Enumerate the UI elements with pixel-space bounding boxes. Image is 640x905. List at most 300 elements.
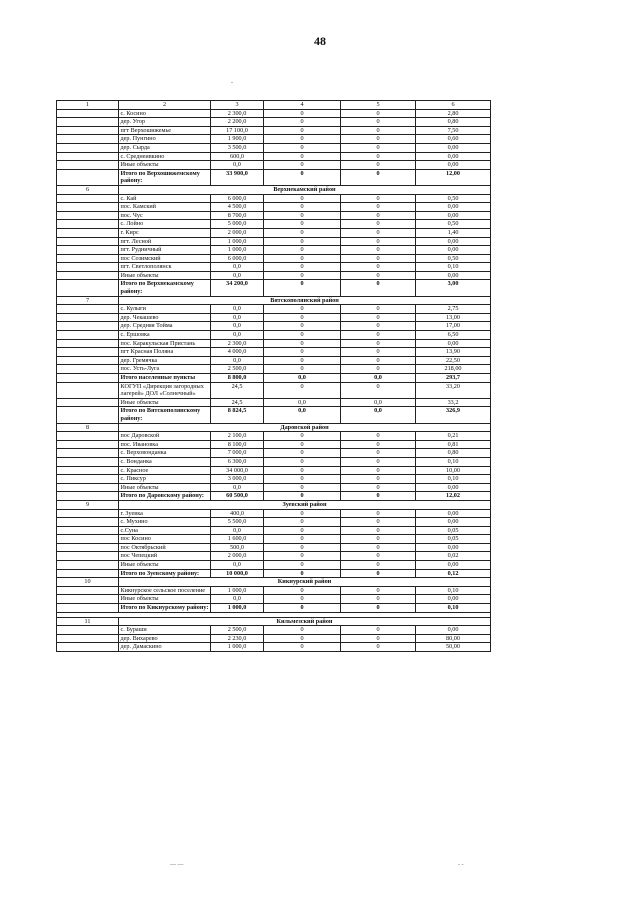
- district-header-row: [57, 423, 491, 432]
- row-number-cell: [57, 161, 119, 170]
- table-row: [57, 365, 491, 374]
- value-col3-cell: 2 300,0: [211, 109, 264, 118]
- value-col4-cell: 0: [264, 440, 341, 449]
- table-row: [57, 246, 491, 255]
- value-col6-cell: 0,00: [416, 595, 491, 604]
- value-col4-cell: 0: [264, 126, 341, 135]
- table-row: [57, 194, 491, 203]
- value-col4-cell: 0: [264, 211, 341, 220]
- value-col3-cell: 0,0: [211, 305, 264, 314]
- value-col6-cell: 0,10: [416, 475, 491, 484]
- row-number-cell: [57, 604, 119, 613]
- table-row: [57, 254, 491, 263]
- table-row: [57, 356, 491, 365]
- value-col3-cell: 2 200,0: [211, 118, 264, 127]
- table-row: [57, 305, 491, 314]
- row-number-cell: [57, 475, 119, 484]
- settlement-name-cell: с. Кай: [119, 194, 211, 203]
- row-number-cell: [57, 440, 119, 449]
- settlement-name-cell: Итого по Зуевскому району:: [119, 569, 211, 578]
- value-col6-cell: 0,10: [416, 457, 491, 466]
- table-row: [57, 457, 491, 466]
- value-col5-cell: 0: [341, 440, 416, 449]
- value-col3-cell: 500,0: [211, 543, 264, 552]
- settlement-name-cell: с. Ершовка: [119, 331, 211, 340]
- row-number-cell: [57, 271, 119, 280]
- value-col3-cell: 60 500,0: [211, 492, 264, 501]
- total-row: [57, 374, 491, 383]
- value-col4-cell: 0: [264, 220, 341, 229]
- value-col6-cell: 0,00: [416, 339, 491, 348]
- value-col4-cell: 0: [264, 305, 341, 314]
- table-row: [57, 449, 491, 458]
- value-col5-cell: 0: [341, 237, 416, 246]
- bottom-right-dash: - -: [458, 862, 464, 868]
- value-col6-cell: 0,10: [416, 586, 491, 595]
- row-number-cell: [57, 586, 119, 595]
- table-row: [57, 161, 491, 170]
- settlement-name-cell: с.Суна: [119, 526, 211, 535]
- settlement-name-cell: дер. Угор: [119, 118, 211, 127]
- value-col6-cell: 0,00: [416, 626, 491, 635]
- settlement-name-cell: Итого по Кикнурскому району:: [119, 604, 211, 613]
- value-col3-cell: 0,0: [211, 595, 264, 604]
- value-col6-cell: 293,7: [416, 374, 491, 383]
- value-col3-cell: 5 000,0: [211, 220, 264, 229]
- value-col5-cell: 0: [341, 561, 416, 570]
- value-col5-cell: 0: [341, 634, 416, 643]
- row-number-cell: [57, 305, 119, 314]
- value-col5-cell: 0,0: [341, 398, 416, 407]
- value-col6-cell: 0,50: [416, 254, 491, 263]
- row-number-cell: [57, 626, 119, 635]
- value-col4-cell: 0: [264, 271, 341, 280]
- value-col6-cell: 0,10: [416, 263, 491, 272]
- value-col3-cell: 2 230,0: [211, 634, 264, 643]
- row-number-cell: [57, 118, 119, 127]
- settlement-name-cell: Итого по Даровскому району:: [119, 492, 211, 501]
- value-col3-cell: 4 000,0: [211, 348, 264, 357]
- settlement-name-cell: пос Октябрьский: [119, 543, 211, 552]
- bottom-left-dash: — —: [170, 862, 184, 868]
- row-number-cell: [57, 509, 119, 518]
- table-row: [57, 483, 491, 492]
- value-col5-cell: 0: [341, 586, 416, 595]
- value-col3-cell: 1 900,0: [211, 135, 264, 144]
- total-row: [57, 280, 491, 296]
- value-col5-cell: 0: [341, 152, 416, 161]
- value-col3-cell: 34 000,0: [211, 466, 264, 475]
- value-col5-cell: 0: [341, 457, 416, 466]
- value-col4-cell: 0: [264, 228, 341, 237]
- value-col5-cell: 0: [341, 109, 416, 118]
- value-col5-cell: 0: [341, 169, 416, 185]
- table-row: [57, 220, 491, 229]
- value-col6-cell: 0,00: [416, 483, 491, 492]
- row-number-cell: [57, 432, 119, 441]
- value-col3-cell: 0,0: [211, 526, 264, 535]
- value-col6-cell: 0,81: [416, 440, 491, 449]
- value-col3-cell: 24,5: [211, 398, 264, 407]
- row-number-cell: [57, 152, 119, 161]
- value-col6-cell: 12,00: [416, 169, 491, 185]
- value-col5-cell: 0: [341, 604, 416, 613]
- row-number-cell: [57, 228, 119, 237]
- value-col5-cell: 0: [341, 365, 416, 374]
- row-number-cell: [57, 398, 119, 407]
- settlement-name-cell: дер. Средняя Тойма: [119, 322, 211, 331]
- table-row: [57, 143, 491, 152]
- value-col3-cell: 2 000,0: [211, 228, 264, 237]
- value-col5-cell: 0: [341, 348, 416, 357]
- row-number-cell: [57, 634, 119, 643]
- value-col5-cell: 0: [341, 535, 416, 544]
- table-row: [57, 398, 491, 407]
- value-col6-cell: 0,00: [416, 561, 491, 570]
- value-col3-cell: 0,0: [211, 483, 264, 492]
- column-number-header: 5: [341, 101, 416, 110]
- value-col4-cell: 0: [264, 643, 341, 652]
- settlement-name-cell: пгт Красная Поляна: [119, 348, 211, 357]
- value-col5-cell: 0: [341, 228, 416, 237]
- value-col3-cell: 3 500,0: [211, 143, 264, 152]
- total-row: [57, 407, 491, 423]
- value-col4-cell: 0: [264, 626, 341, 635]
- value-col3-cell: 7 000,0: [211, 449, 264, 458]
- row-number-cell: [57, 407, 119, 423]
- value-col6-cell: 0,00: [416, 518, 491, 527]
- settlement-name-cell: Иные объекты: [119, 398, 211, 407]
- settlement-name-cell: с. Косино: [119, 109, 211, 118]
- value-col4-cell: 0: [264, 586, 341, 595]
- value-col4-cell: 0: [264, 382, 341, 398]
- table-row: [57, 634, 491, 643]
- settlement-name-cell: пос Созимский: [119, 254, 211, 263]
- value-col5-cell: 0: [341, 194, 416, 203]
- value-col3-cell: 1 000,0: [211, 586, 264, 595]
- district-header-row: [57, 296, 491, 305]
- value-col3-cell: 4 500,0: [211, 203, 264, 212]
- value-col5-cell: 0: [341, 518, 416, 527]
- settlement-name-cell: с. Верховонданка: [119, 449, 211, 458]
- value-col5-cell: 0: [341, 526, 416, 535]
- row-number-cell: [57, 246, 119, 255]
- value-col4-cell: 0: [264, 634, 341, 643]
- value-col3-cell: 0,0: [211, 271, 264, 280]
- row-number-cell: [57, 109, 119, 118]
- value-col3-cell: 1 000,0: [211, 237, 264, 246]
- row-number-cell: [57, 322, 119, 331]
- district-number-cell: 10: [57, 578, 119, 587]
- row-number-cell: [57, 457, 119, 466]
- value-col4-cell: 0: [264, 561, 341, 570]
- row-number-cell: [57, 237, 119, 246]
- settlement-name-cell: Иные объекты: [119, 483, 211, 492]
- row-number-cell: [57, 348, 119, 357]
- settlement-name-cell: пгт. Светлополянск: [119, 263, 211, 272]
- row-number-cell: [57, 374, 119, 383]
- settlement-name-cell: г. Зуевка: [119, 509, 211, 518]
- value-col4-cell: 0: [264, 492, 341, 501]
- value-col3-cell: 1 000,0: [211, 246, 264, 255]
- value-col3-cell: 0,0: [211, 161, 264, 170]
- value-col3-cell: 5 500,0: [211, 518, 264, 527]
- value-col3-cell: 0,0: [211, 356, 264, 365]
- total-row: [57, 604, 491, 613]
- value-col3-cell: 17 100,0: [211, 126, 264, 135]
- value-col5-cell: 0: [341, 143, 416, 152]
- value-col4-cell: 0: [264, 263, 341, 272]
- total-row: [57, 492, 491, 501]
- value-col3-cell: 10 000,0: [211, 569, 264, 578]
- column-number-header: 3: [211, 101, 264, 110]
- value-col3-cell: 8 824,5: [211, 407, 264, 423]
- value-col5-cell: 0: [341, 552, 416, 561]
- value-col4-cell: 0: [264, 356, 341, 365]
- total-row: [57, 569, 491, 578]
- settlement-name-cell: с. Кулыги: [119, 305, 211, 314]
- value-col4-cell: 0: [264, 432, 341, 441]
- table-row: [57, 126, 491, 135]
- value-col4-cell: 0: [264, 331, 341, 340]
- value-col6-cell: 13,00: [416, 313, 491, 322]
- value-col5-cell: 0: [341, 126, 416, 135]
- value-col3-cell: 2 500,0: [211, 626, 264, 635]
- value-col6-cell: 0,00: [416, 211, 491, 220]
- district-header-row: [57, 617, 491, 626]
- row-number-cell: [57, 211, 119, 220]
- row-number-cell: [57, 203, 119, 212]
- district-number-cell: 7: [57, 296, 119, 305]
- value-col5-cell: 0: [341, 595, 416, 604]
- value-col6-cell: 0,80: [416, 449, 491, 458]
- column-number-header: 4: [264, 101, 341, 110]
- district-name-cell: Кильмезский район: [119, 617, 491, 626]
- table-row: [57, 135, 491, 144]
- settlement-name-cell: пос Чепецкий: [119, 552, 211, 561]
- value-col3-cell: 0,0: [211, 313, 264, 322]
- table-row: [57, 313, 491, 322]
- table-row: [57, 237, 491, 246]
- table-row: [57, 518, 491, 527]
- value-col6-cell: 2,75: [416, 305, 491, 314]
- column-number-header: 2: [119, 101, 211, 110]
- value-col6-cell: 33,20: [416, 382, 491, 398]
- value-col6-cell: 326,9: [416, 407, 491, 423]
- value-col6-cell: 0,12: [416, 569, 491, 578]
- settlement-name-cell: дер. Гремячка: [119, 356, 211, 365]
- value-col4-cell: 0,0: [264, 374, 341, 383]
- value-col3-cell: 34 200,0: [211, 280, 264, 296]
- value-col3-cell: 400,0: [211, 509, 264, 518]
- settlement-name-cell: дер. Дамаскино: [119, 643, 211, 652]
- value-col4-cell: 0: [264, 143, 341, 152]
- table-row: [57, 109, 491, 118]
- value-col5-cell: 0: [341, 626, 416, 635]
- settlement-name-cell: пгт. Рудничный: [119, 246, 211, 255]
- table-row: [57, 586, 491, 595]
- row-number-cell: [57, 526, 119, 535]
- table-row: [57, 211, 491, 220]
- value-col6-cell: 0,80: [416, 118, 491, 127]
- value-col4-cell: 0: [264, 483, 341, 492]
- value-col6-cell: 10,00: [416, 466, 491, 475]
- value-col4-cell: 0: [264, 246, 341, 255]
- table-row: [57, 440, 491, 449]
- table-row: [57, 271, 491, 280]
- table-row: [57, 552, 491, 561]
- row-number-cell: [57, 356, 119, 365]
- value-col6-cell: 0,00: [416, 143, 491, 152]
- value-col5-cell: 0: [341, 449, 416, 458]
- value-col4-cell: 0: [264, 475, 341, 484]
- value-col4-cell: 0: [264, 280, 341, 296]
- row-number-cell: [57, 382, 119, 398]
- value-col3-cell: 8 100,0: [211, 440, 264, 449]
- settlement-name-cell: Иные объекты: [119, 271, 211, 280]
- value-col6-cell: 13,90: [416, 348, 491, 357]
- row-number-cell: [57, 535, 119, 544]
- value-col6-cell: 80,00: [416, 634, 491, 643]
- value-col3-cell: 0,0: [211, 561, 264, 570]
- settlement-name-cell: Иные объекты: [119, 595, 211, 604]
- row-number-cell: [57, 220, 119, 229]
- value-col3-cell: 0,0: [211, 331, 264, 340]
- district-name-cell: Зуевский район: [119, 500, 491, 509]
- value-col3-cell: 3 000,0: [211, 475, 264, 484]
- value-col5-cell: 0: [341, 118, 416, 127]
- value-col6-cell: 0,00: [416, 237, 491, 246]
- settlement-name-cell: Итого по Верхнекамскому району:: [119, 280, 211, 296]
- settlement-name-cell: с. Лойно: [119, 220, 211, 229]
- value-col3-cell: 1 000,0: [211, 604, 264, 613]
- row-number-cell: [57, 449, 119, 458]
- value-col4-cell: 0,0: [264, 398, 341, 407]
- row-number-cell: [57, 595, 119, 604]
- value-col6-cell: 50,00: [416, 643, 491, 652]
- value-col4-cell: 0: [264, 237, 341, 246]
- table-row: [57, 626, 491, 635]
- district-number-cell: 9: [57, 500, 119, 509]
- value-col5-cell: 0: [341, 492, 416, 501]
- row-number-cell: [57, 561, 119, 570]
- value-col4-cell: 0: [264, 313, 341, 322]
- value-col3-cell: 6 000,0: [211, 254, 264, 263]
- value-col5-cell: 0: [341, 643, 416, 652]
- row-number-cell: [57, 126, 119, 135]
- value-col5-cell: 0: [341, 569, 416, 578]
- value-col3-cell: 0,0: [211, 322, 264, 331]
- value-col5-cell: 0: [341, 475, 416, 484]
- value-col6-cell: 0,00: [416, 543, 491, 552]
- value-col3-cell: 8 800,0: [211, 374, 264, 383]
- district-number-cell: 8: [57, 423, 119, 432]
- settlement-name-cell: Итого населенные пункты: [119, 374, 211, 383]
- value-col3-cell: 2 300,0: [211, 339, 264, 348]
- settlement-name-cell: Иные объекты: [119, 561, 211, 570]
- row-number-cell: [57, 263, 119, 272]
- value-col5-cell: 0: [341, 331, 416, 340]
- value-col5-cell: 0: [341, 382, 416, 398]
- value-col4-cell: 0: [264, 152, 341, 161]
- value-col6-cell: 0,00: [416, 203, 491, 212]
- table-row: [57, 382, 491, 398]
- table-row: [57, 263, 491, 272]
- value-col4-cell: 0: [264, 348, 341, 357]
- table-row: [57, 543, 491, 552]
- value-col4-cell: 0: [264, 543, 341, 552]
- settlement-name-cell: пос. Камский: [119, 203, 211, 212]
- value-col4-cell: 0: [264, 569, 341, 578]
- value-col4-cell: 0: [264, 194, 341, 203]
- value-col4-cell: 0: [264, 466, 341, 475]
- row-number-cell: [57, 280, 119, 296]
- value-col4-cell: 0: [264, 518, 341, 527]
- settlement-name-cell: с. Среднеивкино: [119, 152, 211, 161]
- value-col5-cell: 0: [341, 211, 416, 220]
- district-name-cell: Верхнекамский район: [119, 185, 491, 194]
- value-col5-cell: 0: [341, 254, 416, 263]
- district-name-cell: Кикнурский район: [119, 578, 491, 587]
- row-number-cell: [57, 254, 119, 263]
- value-col5-cell: 0: [341, 543, 416, 552]
- value-col5-cell: 0: [341, 220, 416, 229]
- table-row: [57, 322, 491, 331]
- settlement-name-cell: пос. Каракульская Пристань: [119, 339, 211, 348]
- row-number-cell: [57, 169, 119, 185]
- table-row: [57, 331, 491, 340]
- row-number-cell: [57, 365, 119, 374]
- value-col4-cell: 0: [264, 339, 341, 348]
- settlement-name-cell: с. Мухино: [119, 518, 211, 527]
- value-col6-cell: 33,2: [416, 398, 491, 407]
- value-col6-cell: 22,50: [416, 356, 491, 365]
- settlement-name-cell: дер. Сырда: [119, 143, 211, 152]
- district-number-cell: 11: [57, 617, 119, 626]
- value-col6-cell: 0,00: [416, 161, 491, 170]
- value-col4-cell: 0: [264, 604, 341, 613]
- total-row: [57, 169, 491, 185]
- value-col3-cell: 2 100,0: [211, 432, 264, 441]
- value-col5-cell: 0: [341, 339, 416, 348]
- settlement-name-cell: пос. Чус: [119, 211, 211, 220]
- value-col3-cell: 2 500,0: [211, 365, 264, 374]
- settlement-name-cell: дер. Чекашево: [119, 313, 211, 322]
- value-col6-cell: 0,50: [416, 194, 491, 203]
- settlement-name-cell: КОГУП «Дирекция загородных лагерей» ДОЛ «Солнечный»: [119, 382, 211, 398]
- district-name-cell: Вятскополянский район: [119, 296, 491, 305]
- row-number-cell: [57, 143, 119, 152]
- value-col6-cell: 0,00: [416, 246, 491, 255]
- value-col5-cell: 0: [341, 271, 416, 280]
- district-number-cell: 6: [57, 185, 119, 194]
- table-row: [57, 509, 491, 518]
- table-row: [57, 432, 491, 441]
- table-row: [57, 339, 491, 348]
- table-row: [57, 561, 491, 570]
- value-col5-cell: 0: [341, 322, 416, 331]
- value-col6-cell: 0,60: [416, 135, 491, 144]
- settlement-name-cell: пос Косино: [119, 535, 211, 544]
- table-row: [57, 118, 491, 127]
- settlement-name-cell: дер. Вихарево: [119, 634, 211, 643]
- table-header-row: [57, 101, 491, 110]
- value-col4-cell: 0: [264, 365, 341, 374]
- row-number-cell: [57, 492, 119, 501]
- settlement-name-cell: Иные объекты: [119, 161, 211, 170]
- settlement-name-cell: пос. Усть-Луга: [119, 365, 211, 374]
- value-col4-cell: 0: [264, 169, 341, 185]
